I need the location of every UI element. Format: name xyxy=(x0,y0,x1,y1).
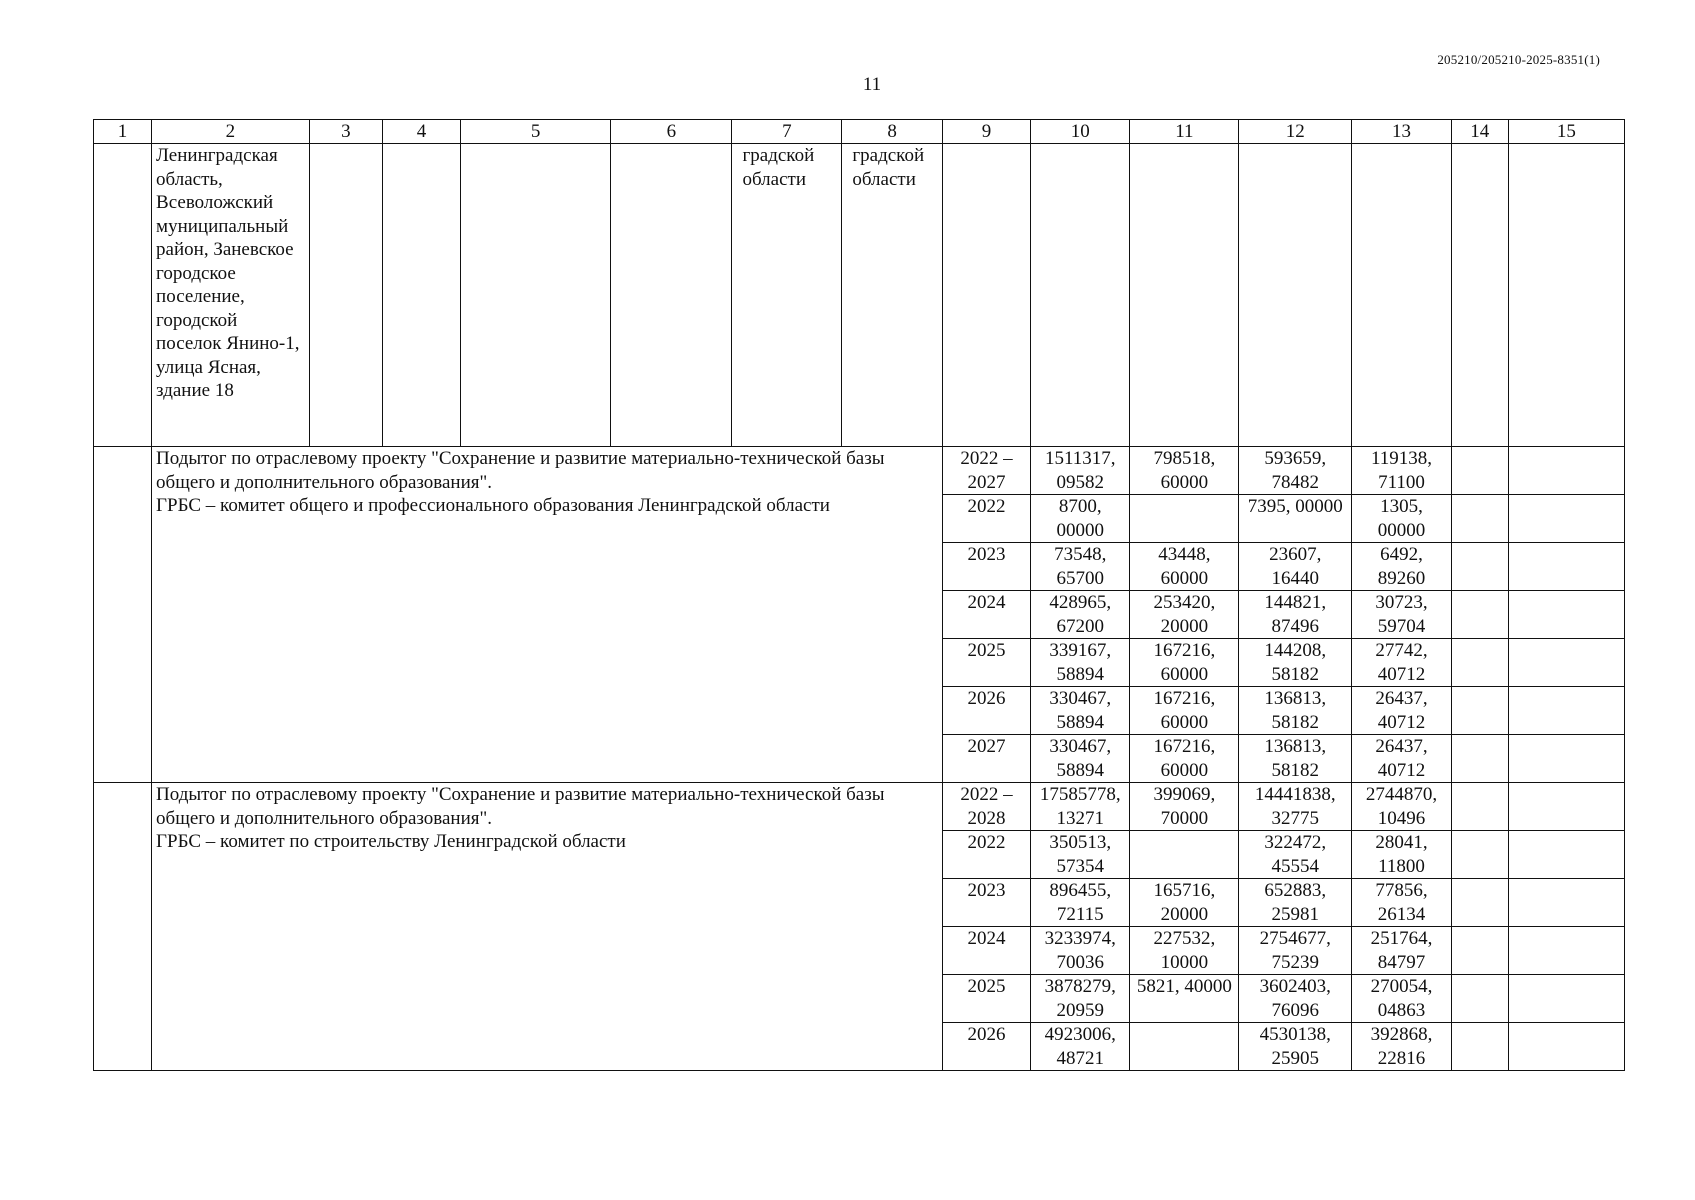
amount-col13: 251764, 84797 xyxy=(1352,927,1452,975)
amount-col13: 119138, 71100 xyxy=(1352,447,1452,495)
col-header-5: 5 xyxy=(460,120,610,144)
amount-col11 xyxy=(1130,1023,1239,1071)
amount-col11: 167216, 60000 xyxy=(1130,735,1239,783)
document-id: 205210/205210-2025-8351(1) xyxy=(1437,52,1600,67)
amount-col11: 165716, 20000 xyxy=(1130,879,1239,927)
amount-col12: 652883, 25981 xyxy=(1239,879,1352,927)
col-header-4: 4 xyxy=(383,120,461,144)
subtotal-2-col1 xyxy=(94,783,152,1071)
col-header-15: 15 xyxy=(1508,120,1624,144)
empty-col14 xyxy=(1451,447,1508,495)
object-cell-6 xyxy=(611,144,732,447)
amount-col13: 392868, 22816 xyxy=(1352,1023,1452,1071)
empty-col14 xyxy=(1451,639,1508,687)
empty-col14 xyxy=(1451,831,1508,879)
empty-col15 xyxy=(1508,543,1624,591)
amount-col13: 270054, 04863 xyxy=(1352,975,1452,1023)
object-address: Ленинградская область, Всеволожский муниципальный район, Заневское городское поселение, городской поселок Янино-1, улица Ясная, здание 18 xyxy=(152,144,310,447)
object-cell-9 xyxy=(942,144,1030,447)
year-cell: 2023 xyxy=(942,543,1030,591)
amount-col12: 593659, 78482 xyxy=(1239,447,1352,495)
object-cell-1 xyxy=(94,144,152,447)
amount-col12: 4530138, 25905 xyxy=(1239,1023,1352,1071)
amount-col11: 227532, 10000 xyxy=(1130,927,1239,975)
amount-col12: 144208, 58182 xyxy=(1239,639,1352,687)
amount-col11: 167216, 60000 xyxy=(1130,639,1239,687)
amount-col13: 1305, 00000 xyxy=(1352,495,1452,543)
year-cell: 2027 xyxy=(942,735,1030,783)
amount-col13: 26437, 40712 xyxy=(1352,687,1452,735)
col-header-3: 3 xyxy=(309,120,383,144)
amount-col12: 7395, 00000 xyxy=(1239,495,1352,543)
object-cell-5 xyxy=(460,144,610,447)
amount-col10: 428965, 67200 xyxy=(1030,591,1130,639)
amount-col12: 14441838, 32775 xyxy=(1239,783,1352,831)
amount-col10: 3878279, 20959 xyxy=(1030,975,1130,1023)
amount-col10: 1511317, 09582 xyxy=(1030,447,1130,495)
amount-col13: 6492, 89260 xyxy=(1352,543,1452,591)
col-header-12: 12 xyxy=(1239,120,1352,144)
amount-col10: 330467, 58894 xyxy=(1030,687,1130,735)
amount-col12: 136813, 58182 xyxy=(1239,735,1352,783)
object-col7: градской области xyxy=(732,144,842,447)
empty-col15 xyxy=(1508,495,1624,543)
year-cell: 2022 xyxy=(942,831,1030,879)
year-cell: 2023 xyxy=(942,879,1030,927)
amount-col10: 17585778, 13271 xyxy=(1030,783,1130,831)
empty-col15 xyxy=(1508,687,1624,735)
empty-col15 xyxy=(1508,735,1624,783)
object-cell-14 xyxy=(1451,144,1508,447)
amount-col13: 2744870, 10496 xyxy=(1352,783,1452,831)
empty-col15 xyxy=(1508,975,1624,1023)
col-header-11: 11 xyxy=(1130,120,1239,144)
year-cell: 2022 – 2027 xyxy=(942,447,1030,495)
amount-col13: 30723, 59704 xyxy=(1352,591,1452,639)
subtotal-2-row xyxy=(94,783,1625,831)
amount-col13: 28041, 11800 xyxy=(1352,831,1452,879)
col-header-6: 6 xyxy=(611,120,732,144)
col-header-2: 2 xyxy=(152,120,310,144)
object-cell-13 xyxy=(1352,144,1452,447)
col-header-9: 9 xyxy=(942,120,1030,144)
amount-col13: 27742, 40712 xyxy=(1352,639,1452,687)
empty-col15 xyxy=(1508,831,1624,879)
amount-col10: 73548, 65700 xyxy=(1030,543,1130,591)
subtotal-1-row xyxy=(94,447,1625,495)
amount-col10: 896455, 72115 xyxy=(1030,879,1130,927)
object-cell-3 xyxy=(309,144,383,447)
amount-col11 xyxy=(1130,495,1239,543)
page-number: 11 xyxy=(862,74,882,95)
object-cell-10 xyxy=(1030,144,1130,447)
empty-col14 xyxy=(1451,495,1508,543)
empty-col14 xyxy=(1451,783,1508,831)
empty-col14 xyxy=(1451,735,1508,783)
amount-col12: 144821, 87496 xyxy=(1239,591,1352,639)
year-cell: 2022 xyxy=(942,495,1030,543)
amount-col11: 43448, 60000 xyxy=(1130,543,1239,591)
col-header-14: 14 xyxy=(1451,120,1508,144)
col-header-13: 13 xyxy=(1352,120,1452,144)
amount-col11: 399069, 70000 xyxy=(1130,783,1239,831)
year-cell: 2022 – 2028 xyxy=(942,783,1030,831)
amount-col11: 167216, 60000 xyxy=(1130,687,1239,735)
empty-col14 xyxy=(1451,879,1508,927)
empty-col14 xyxy=(1451,687,1508,735)
amount-col10: 8700, 00000 xyxy=(1030,495,1130,543)
subtotal-1-label: Подытог по отраслевому проекту "Сохранение и развитие материально-технической базы общего и дополнительного образования". ГРБС – комитет общего и профессионального образования Ленинградской области xyxy=(152,447,943,783)
empty-col15 xyxy=(1508,447,1624,495)
empty-col15 xyxy=(1508,591,1624,639)
year-cell: 2026 xyxy=(942,687,1030,735)
year-cell: 2025 xyxy=(942,975,1030,1023)
object-cell-15 xyxy=(1508,144,1624,447)
amount-col12: 2754677, 75239 xyxy=(1239,927,1352,975)
object-cell-4 xyxy=(383,144,461,447)
amount-col10: 339167, 58894 xyxy=(1030,639,1130,687)
year-cell: 2025 xyxy=(942,639,1030,687)
empty-col15 xyxy=(1508,927,1624,975)
column-number-row xyxy=(94,120,1625,144)
amount-col13: 26437, 40712 xyxy=(1352,735,1452,783)
empty-col14 xyxy=(1451,975,1508,1023)
amount-col11 xyxy=(1130,831,1239,879)
col-header-1: 1 xyxy=(94,120,152,144)
object-cell-12 xyxy=(1239,144,1352,447)
col-header-8: 8 xyxy=(842,120,943,144)
amount-col11: 798518, 60000 xyxy=(1130,447,1239,495)
year-cell: 2024 xyxy=(942,927,1030,975)
amount-col12: 136813, 58182 xyxy=(1239,687,1352,735)
year-cell: 2024 xyxy=(942,591,1030,639)
empty-col14 xyxy=(1451,591,1508,639)
empty-col15 xyxy=(1508,879,1624,927)
amount-col12: 3602403, 76096 xyxy=(1239,975,1352,1023)
empty-col14 xyxy=(1451,543,1508,591)
subtotal-2-label: Подытог по отраслевому проекту "Сохранение и развитие материально-технической базы общего и дополнительного образования". ГРБС – комитет по строительству Ленинградской области xyxy=(152,783,943,1071)
amount-col11: 5821, 40000 xyxy=(1130,975,1239,1023)
object-cell-11 xyxy=(1130,144,1239,447)
amount-col10: 3233974, 70036 xyxy=(1030,927,1130,975)
object-col8: градской области xyxy=(842,144,943,447)
financing-table xyxy=(93,119,1625,1071)
amount-col10: 330467, 58894 xyxy=(1030,735,1130,783)
amount-col12: 23607, 16440 xyxy=(1239,543,1352,591)
empty-col14 xyxy=(1451,927,1508,975)
empty-col15 xyxy=(1508,1023,1624,1071)
year-cell: 2026 xyxy=(942,1023,1030,1071)
empty-col15 xyxy=(1508,639,1624,687)
empty-col14 xyxy=(1451,1023,1508,1071)
amount-col13: 77856, 26134 xyxy=(1352,879,1452,927)
amount-col11: 253420, 20000 xyxy=(1130,591,1239,639)
amount-col12: 322472, 45554 xyxy=(1239,831,1352,879)
object-row xyxy=(94,144,1625,447)
col-header-7: 7 xyxy=(732,120,842,144)
empty-col15 xyxy=(1508,783,1624,831)
subtotal-1-col1 xyxy=(94,447,152,783)
col-header-10: 10 xyxy=(1030,120,1130,144)
amount-col10: 4923006, 48721 xyxy=(1030,1023,1130,1071)
amount-col10: 350513, 57354 xyxy=(1030,831,1130,879)
